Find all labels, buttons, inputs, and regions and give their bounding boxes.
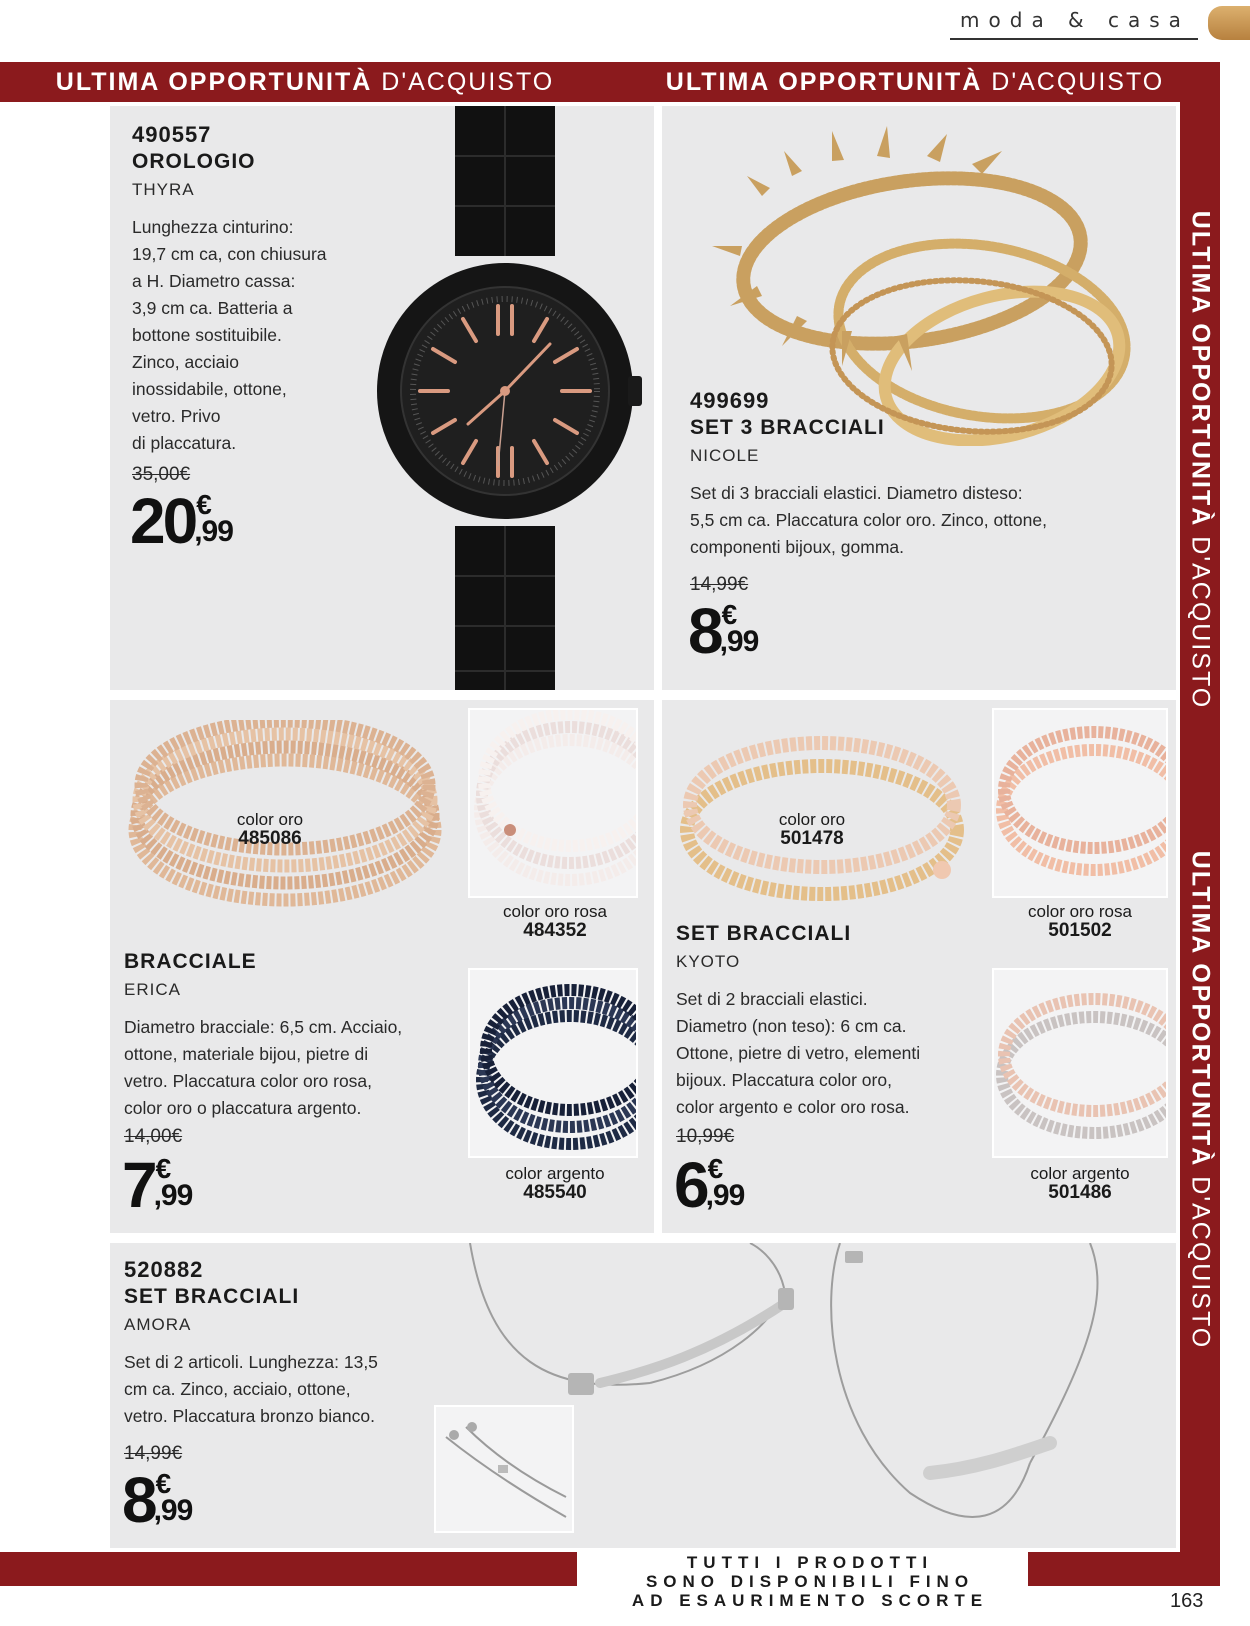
product-line: NICOLE: [690, 446, 760, 465]
product-description: Diametro bracciale: 6,5 cm. Acciaio, ottone, materiale bijou, pietre di vetro. Placcatura color oro rosa, color oro o placcatura argento.: [124, 1017, 403, 1118]
product-code: 499699: [690, 388, 770, 413]
variant-thumb-oro-rosa[interactable]: [992, 708, 1168, 898]
old-price: 10,99€: [676, 1126, 735, 1147]
price: 8 € ,99: [122, 1464, 193, 1536]
top-banner: [0, 62, 1220, 102]
product-code: 520882: [124, 1257, 204, 1282]
section-label-underline: [950, 38, 1198, 40]
banner-phrase-2: ULTIMA OPPORTUNITÀ D'ACQUISTO: [665, 67, 1165, 96]
variant-caption-oro: color oro 485086: [236, 810, 304, 849]
product-name: SET 3 BRACCIALI: [690, 416, 885, 439]
product-description: Lunghezza cinturino: 19,7 cm ca, con chiusura a H. Diametro cassa: 3,9 cm ca. Batteria a bottone sostituibile. Zinco, acciaio inossidabile, ottone, vetro. Privo di placcatura.: [132, 217, 327, 453]
price: 7 € ,99: [122, 1149, 193, 1221]
dark-bracelet-image: [470, 970, 636, 1156]
variant-thumb-argento[interactable]: [468, 968, 638, 1158]
product-name: SET BRACCIALI: [676, 922, 852, 945]
banner-phrase-1: ULTIMA OPPORTUNITÀ D'ACQUISTO: [55, 67, 555, 96]
section-label: moda & casa: [960, 8, 1190, 32]
product-code: 490557: [132, 122, 212, 147]
variant-caption-oro-rosa: color oro rosa 484352: [503, 902, 607, 941]
variant-caption-oro-rosa: color oro rosa 501502: [1028, 902, 1132, 941]
rose-bracelet-image: [994, 710, 1166, 896]
bottom-banner-right: [1028, 1552, 1220, 1586]
product-watch[interactable]: [110, 106, 654, 690]
silver-bracelet-image: [994, 970, 1166, 1156]
product-description: Set di 2 articoli. Lunghezza: 13,5 cm ca. Zinco, acciaio, ottone, vetro. Placcatura bronzo bianco.: [124, 1352, 378, 1426]
bottom-banner-left: [0, 1552, 577, 1586]
product-set3-bracelets[interactable]: [662, 106, 1176, 690]
product-description: Set di 2 bracciali elastici. Diametro (non teso): 6 cm ca. Ottone, pietre di vetro, elementi bijoux. Placcatura color oro, color argento e color oro rosa.: [676, 989, 921, 1117]
variant-thumb-oro-rosa[interactable]: [468, 708, 638, 898]
variant-caption-oro: color oro 501478: [778, 810, 846, 849]
product-description: Set di 3 bracciali elastici. Diametro disteso: 5,5 cm ca. Placcatura color oro. Zinco, ottone, componenti bijoux, gomma.: [690, 483, 1047, 557]
price: 6 € ,99: [674, 1149, 745, 1221]
product-amora-bracelets[interactable]: [110, 1243, 1176, 1548]
section-tab: [1208, 6, 1250, 40]
watch-image: [350, 106, 650, 690]
product-line: KYOTO: [676, 952, 741, 971]
product-line: THYRA: [132, 180, 195, 199]
availability-note: TUTTI I PRODOTTI SONO DISPONIBILI FINO AD ESAURIMENTO SCORTE: [631, 1553, 989, 1610]
variant-caption-argento: color argento 501486: [1030, 1164, 1130, 1203]
price: 20 € ,99: [130, 485, 233, 557]
price: 8 € ,99: [688, 595, 759, 667]
page-number: 163: [1170, 1590, 1204, 1612]
old-price: 14,99€: [124, 1443, 183, 1464]
variant-caption-argento: color argento 485540: [505, 1164, 605, 1203]
old-price: 14,99€: [690, 574, 749, 595]
old-price: 35,00€: [132, 464, 191, 485]
product-kyoto-bracelets[interactable]: [662, 700, 1176, 1233]
old-price: 14,00€: [124, 1126, 183, 1147]
variant-thumb-argento[interactable]: [992, 968, 1168, 1158]
product-line: ERICA: [124, 980, 181, 999]
product-line: AMORA: [124, 1315, 192, 1334]
silver-bracelets-image: [450, 1243, 1170, 1548]
white-bracelet-image: [470, 710, 636, 896]
product-name: OROLOGIO: [132, 150, 256, 173]
product-erica-bracelet[interactable]: [110, 700, 654, 1233]
product-name: BRACCIALE: [124, 950, 257, 973]
product-name: SET BRACCIALI: [124, 1285, 300, 1308]
